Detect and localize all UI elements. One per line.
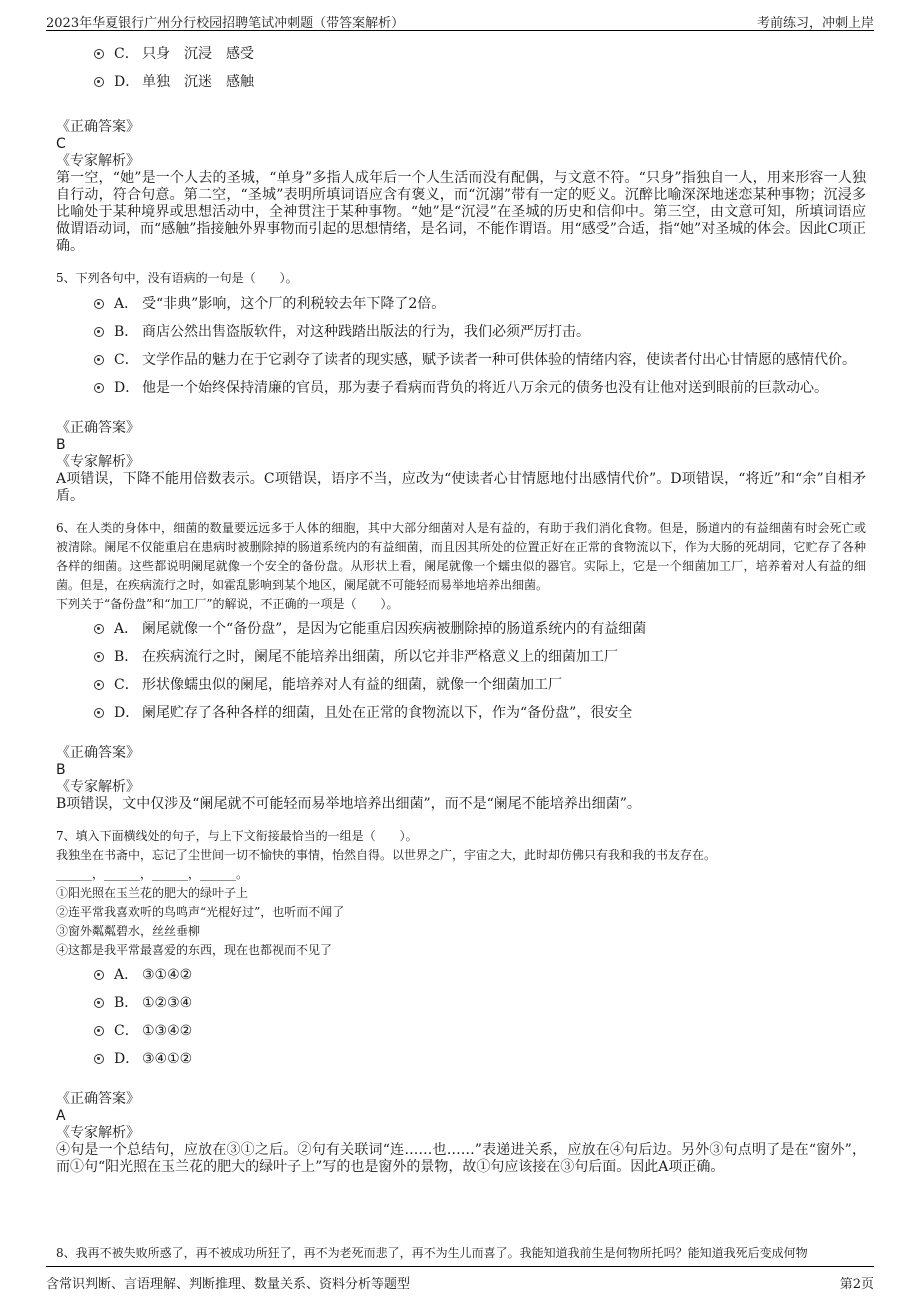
- radio-icon[interactable]: [94, 1026, 104, 1036]
- sentence-item: ②连平常我喜欢听的鸟鸣声“光棍好过”，也听而不闻了: [56, 905, 345, 919]
- sentence-item: ④这都是我平常最喜爱的东西，现在也都视而不见了: [56, 943, 333, 957]
- analysis-text: B项错误，文中仅涉及“阑尾就不可能轻而易举地培养出细菌”，而不是“阑尾不能培养出细菌”。: [56, 796, 641, 812]
- question-passage: 我独坐在书斋中，忘记了尘世间一切不愉快的事情，怡然自得。以世界之广，宇宙之大，此时却仿佛只有我和我的书友存在。: [56, 848, 717, 862]
- analysis-tag: 《专家解析》: [56, 454, 140, 470]
- question-stem: 5、下列各句中，没有语病的一句是（ ）。: [56, 271, 298, 285]
- radio-icon[interactable]: [94, 998, 104, 1008]
- question-blanks: ______，______，______，______。: [56, 867, 249, 881]
- analysis-text: A项错误，下降不能用倍数表示。C项错误，语序不当，应改为“使读者心甘情愿地付出感情代价”。D项错误，“将近”和“余”自相矛盾。: [56, 471, 866, 504]
- page-number: 第2页: [839, 1277, 874, 1292]
- answer-value: B: [56, 762, 66, 778]
- q7-option-b[interactable]: B． ①②③④: [56, 991, 866, 1019]
- answer-tag: 《正确答案》: [56, 119, 140, 135]
- radio-icon[interactable]: [94, 49, 104, 59]
- radio-icon[interactable]: [94, 299, 104, 309]
- analysis-tag: 《专家解析》: [56, 1125, 140, 1141]
- q5-option-a[interactable]: A． 受“非典”影响，这个厂的利税较去年下降了2倍。: [56, 292, 866, 320]
- q7-option-a[interactable]: A． ③①④②: [56, 963, 866, 991]
- q6-option-c[interactable]: C． 形状像蠕虫似的阑尾，能培养对人有益的细菌，就像一个细菌加工厂: [56, 673, 866, 701]
- question-stem-truncated: 8、我再不被失败所惑了，再不被成功所狂了，再不为老死而悲了，再不为生儿而喜了。我能知道我前生是何物所托吗？能知道我死后变成何物: [56, 1246, 808, 1260]
- q6-option-d[interactable]: D． 阑尾贮存了各种各样的细菌，且处在正常的食物流以下，作为“备份盘”，很安全: [56, 701, 866, 729]
- answer-value: B: [56, 437, 66, 453]
- question-stem: 6、在人类的身体中，细菌的数量要远远多于人体的细胞，其中大部分细菌对人是有益的，有助于我们消化食物。但是，肠道内的有益细菌有时会死亡或被清除。阑尾不仅能重启在患病时被删除掉的肠道系统内的有益细菌，而且因其所处的位置正好在正常的食物流以下，作为大肠的死胡同，它贮存了各种各样的细菌。这些都说明阑尾就像一个安全的备份盘。从形状上看，阑尾就像一个蠕虫似的器官。实际上，它是一个细菌加工厂，培养着对人有益的细菌。但是，在疾病流行之时，如霍乱影响到某个地区，阑尾就不可能轻而易举地培养出细菌。: [56, 521, 866, 592]
- radio-icon[interactable]: [94, 327, 104, 337]
- q6-option-a[interactable]: A． 阑尾就像一个“备份盘”，是因为它能重启因疾病被删除掉的肠道系统内的有益细菌: [56, 617, 866, 645]
- radio-icon[interactable]: [94, 624, 104, 634]
- q4-option-d[interactable]: D． 单独 沉迷 感触: [56, 70, 866, 98]
- question-stem: 7、填入下面横线处的句子，与上下文衔接最恰当的一组是（ ）。: [56, 829, 418, 843]
- q5-option-b[interactable]: B． 商店公然出售盗版软件，对这种践踏出版法的行为，我们必须严厉打击。: [56, 320, 866, 348]
- header-title: 2023年华夏银行广州分行校园招聘笔试冲刺题（带答案解析）: [46, 16, 405, 31]
- sentence-item: ①阳光照在玉兰花的肥大的绿叶子上: [56, 886, 249, 900]
- analysis-text: 第一空，“她”是一个人去的圣城，“单身”多指人成年后一个人生活而没有配偶，与文意不符。“只身”指独自一人，用来形容一人独自行动，符合句意。第二空，“圣城”表明所填词语应含有褒义，而“沉溺”带有一定的贬义。沉醉比喻深深地迷恋某种事物；沉浸多比喻处于某种境界或思想活动中，全神贯注于某种事物。“她”是“沉浸”在圣城的历史和信仰中。第三空，由文意可知，所填词语应做谓语动词，而“感触”指接触外界事物而引起的思想情绪，是名词，不能作谓语。用“感受”合适，指“她”对圣城的体会。因此C项正确。: [56, 170, 866, 254]
- radio-icon[interactable]: [94, 77, 104, 87]
- answer-value: A: [56, 1108, 66, 1124]
- analysis-tag: 《专家解析》: [56, 153, 140, 169]
- radio-icon[interactable]: [94, 1054, 104, 1064]
- q7-option-c[interactable]: C． ①③④②: [56, 1019, 866, 1047]
- q5-option-c[interactable]: C． 文学作品的魅力在于它剥夺了读者的现实感，赋予读者一种可供体验的情绪内容，使读者付出心甘情愿的感情代价。: [56, 348, 866, 376]
- page-header: [46, 0, 874, 31]
- q4-option-c[interactable]: C． 只身 沉浸 感受: [56, 42, 866, 70]
- q7-option-d[interactable]: D． ③④①②: [56, 1047, 866, 1075]
- analysis-text: ④句是一个总结句，应放在③①之后。②句有关联词“连……也……”表递进关系，应放在④句后边。另外③句点明了是在“窗外”，而①句“阳光照在玉兰花的肥大的绿叶子上”写的也是窗外的景物，故①句应该接在③句后面。因此A项正确。: [56, 1142, 866, 1175]
- footer-note: 含常识判断、言语理解、判断推理、数量关系、资料分析等题型: [46, 1277, 411, 1292]
- question-prompt: 下列关于“备份盘”和“加工厂”的解说，不正确的一项是（ ）。: [56, 597, 399, 611]
- radio-icon[interactable]: [94, 970, 104, 980]
- page-footer: [46, 1266, 874, 1297]
- analysis-tag: 《专家解析》: [56, 779, 140, 795]
- sentence-item: ③窗外粼粼碧水，丝丝垂柳: [56, 924, 201, 938]
- radio-icon[interactable]: [94, 680, 104, 690]
- q5-option-d[interactable]: D． 他是一个始终保持清廉的官员，那为妻子看病而背负的将近八万余元的债务也没有让他对送到眼前的巨款动心。: [56, 376, 866, 404]
- radio-icon[interactable]: [94, 383, 104, 393]
- radio-icon[interactable]: [94, 652, 104, 662]
- q6-option-b[interactable]: B． 在疾病流行之时，阑尾不能培养出细菌，所以它并非严格意义上的细菌加工厂: [56, 645, 866, 673]
- answer-tag: 《正确答案》: [56, 745, 140, 761]
- page-content: [56, 40, 866, 1176]
- radio-icon[interactable]: [94, 708, 104, 718]
- answer-value: C: [56, 136, 66, 152]
- answer-tag: 《正确答案》: [56, 1091, 140, 1107]
- header-slogan: 考前练习，冲刺上岸: [756, 16, 874, 31]
- answer-tag: 《正确答案》: [56, 420, 140, 436]
- radio-icon[interactable]: [94, 355, 104, 365]
